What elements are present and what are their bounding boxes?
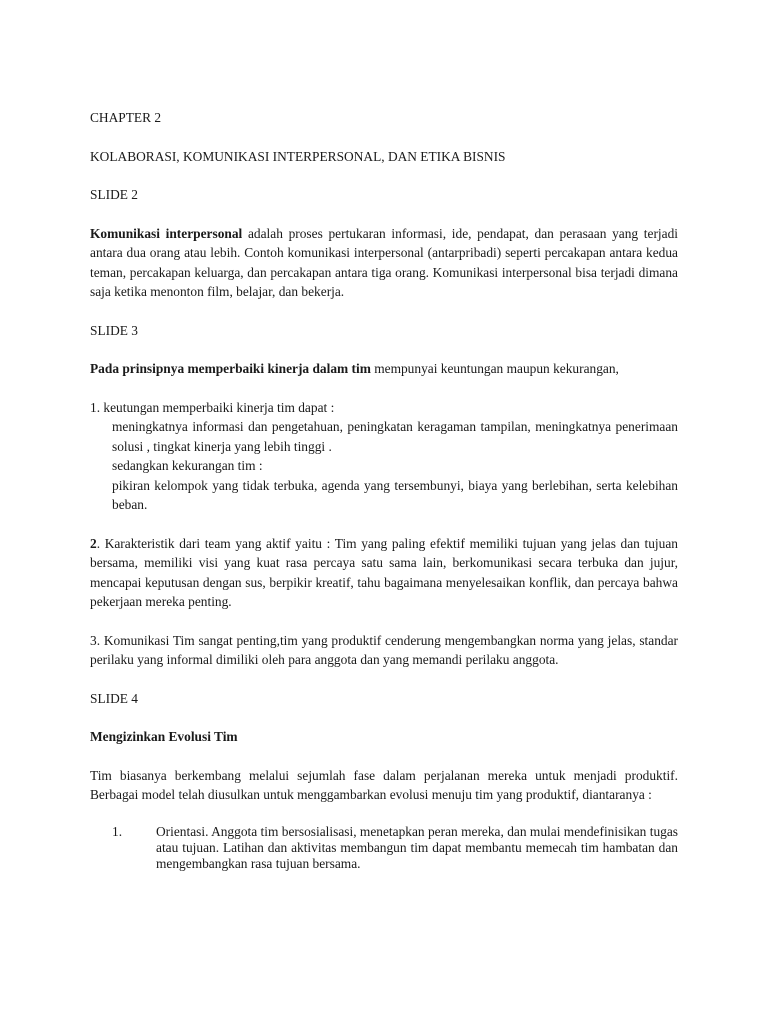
point1-body1: meningkatnya informasi dan pengetahuan, peningkatan keragaman tampilan, meningkatnya penerimaan solusi , tingkat kinerja yang lebih tinggi .	[112, 419, 678, 454]
slide4-heading: SLIDE 4	[90, 690, 138, 706]
slide3-point2	[90, 534, 678, 612]
point2-text: . Karakteristik dari team yang aktif yaitu : Tim yang paling efektif memiliki tujuan yang jelas dan tujuan bersama, memiliki visi yang kuat rasa percaya satu sama lain, berkomunikasi secara terbuka dan jujur, mencapai keputusan dengan sus, berpikir kreatif, tahu bagaimana menyelesaikan konflik, dan percaya bahwa pekerjaan mereka penting.	[90, 535, 678, 609]
slide3-lead	[90, 359, 678, 379]
slide3-point1	[90, 398, 678, 515]
slide4-intro: Tim biasanya berkembang melalui sejumlah fase dalam perjalanan mereka untuk menjadi produktif. Berbagai model telah diusulkan untuk menggambarkan evolusi menuju tim yang produktif, diantaranya :	[90, 767, 678, 802]
chapter-title: KOLABORASI, KOMUNIKASI INTERPERSONAL, DAN ETIKA BISNIS	[90, 148, 506, 164]
slide3-lead-bold: Pada prinsipnya memperbaiki kinerja dalam tim	[90, 361, 371, 376]
slide3-lead-text: mempunyai keuntungan maupun kekurangan,	[370, 361, 619, 376]
point1-sub: sedangkan kekurangan tim :	[112, 458, 263, 473]
list-item-text: Orientasi. Anggota tim bersosialisasi, menetapkan peran mereka, dan mulai mendefinisikan tugas atau tujuan. Latihan dan aktivitas membangun tim dapat membantu memecah tim hambatan dan mengembangkan rasa tujuan bersama.	[156, 823, 678, 871]
slide2-heading: SLIDE 2	[90, 187, 138, 202]
point1-title: 1. keutungan memperbaiki kinerja tim dapat :	[90, 399, 335, 415]
slide3-heading: SLIDE 3	[90, 322, 138, 338]
slide2-term: Komunikasi interpersonal	[90, 225, 243, 241]
slide4-subheading	[90, 727, 678, 747]
slide3-point3: 3. Komunikasi Tim sangat penting,tim yang produktif cenderung mengembangkan norma yang jelas, standar perilaku yang informal dimiliki oleh para anggota dan yang memandi perilaku anggota.	[90, 632, 678, 667]
list-item	[90, 824, 678, 872]
slide2-paragraph	[90, 224, 678, 302]
point1-body2: pikiran kelompok yang tidak terbuka, agenda yang tersembunyi, biaya yang berlebihan, serta kelebihan beban.	[112, 477, 678, 512]
chapter-label: CHAPTER 2	[90, 110, 162, 125]
point2-number: 2	[90, 535, 97, 551]
list-item-number: 1.	[112, 823, 123, 839]
slide4-subheading-text: Mengizinkan Evolusi Tim	[90, 729, 238, 744]
slide2-text: adalah proses pertukaran informasi, ide, pendapat, dan perasaan yang terjadi antara dua orang atau lebih. Contoh komunikasi interpersonal (antarpribadi) seperti percakapan antara kedua teman, percakapan keluarga, dan percakapan antara tiga orang. Komunikasi interpersonal bisa terjadi dimana saja ketika menonton film, belajar, dan bekerja.	[90, 225, 678, 299]
